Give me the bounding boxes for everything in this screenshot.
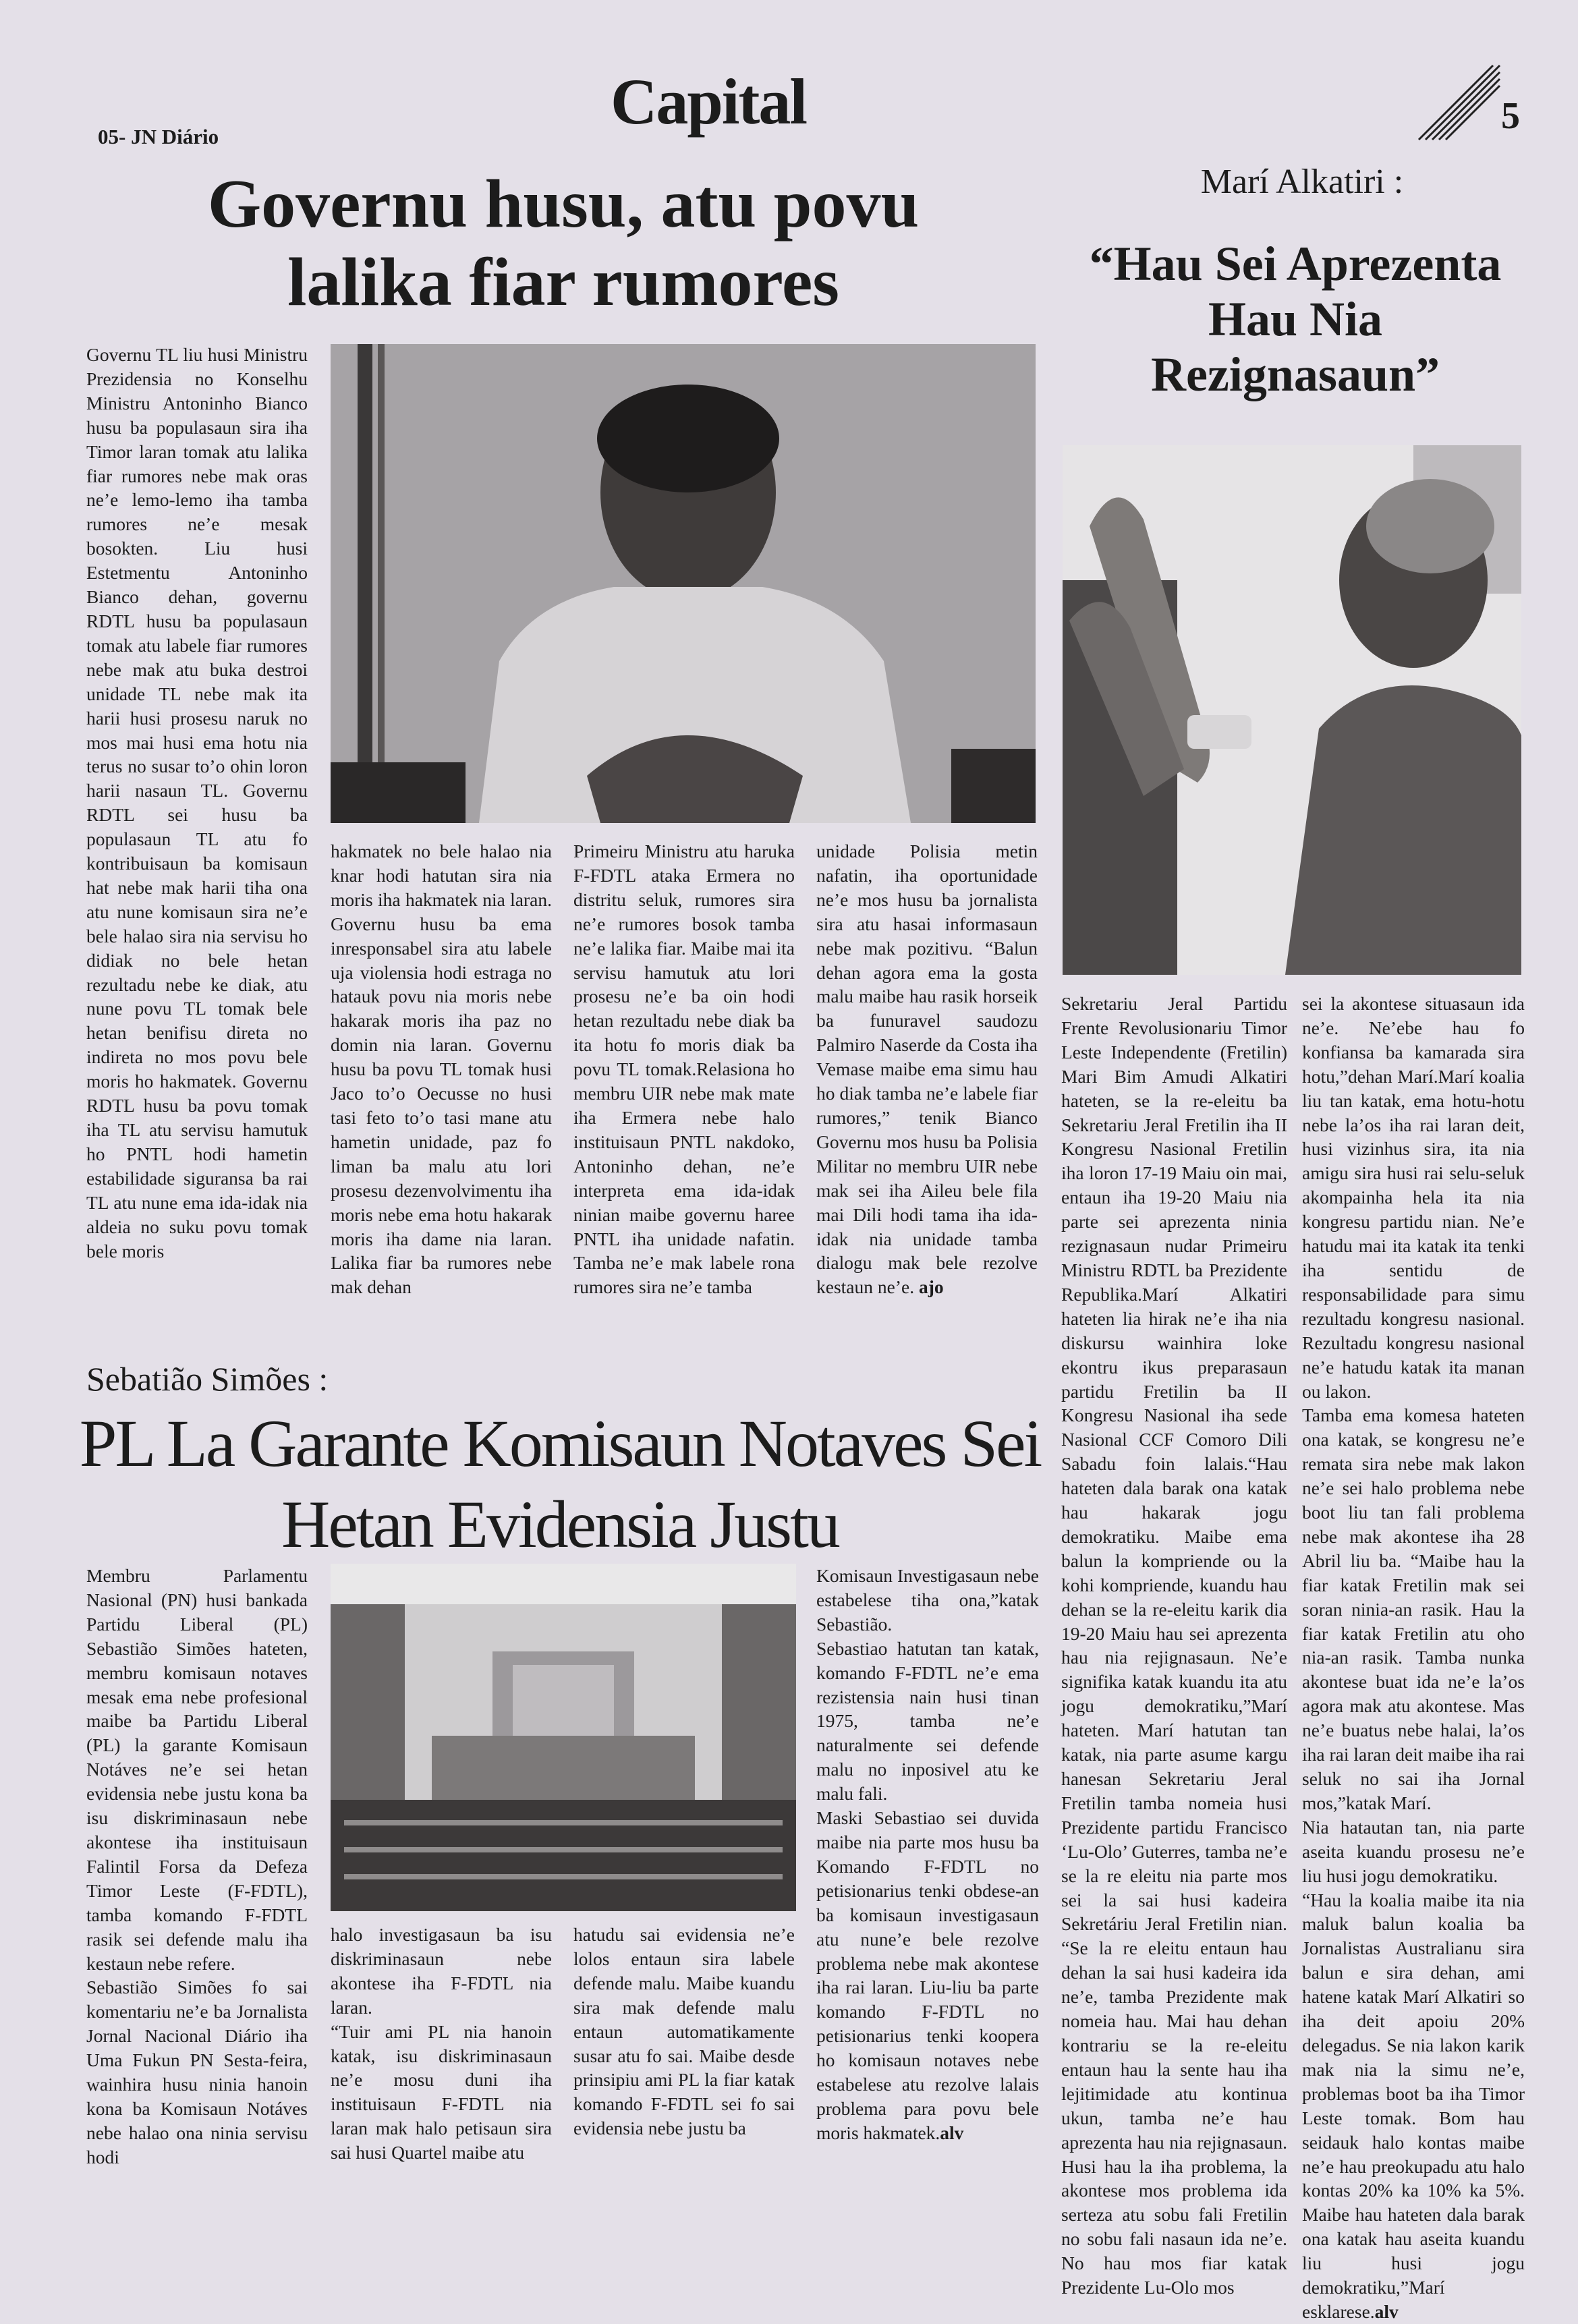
article3-column-3	[573, 1923, 795, 2167]
photo-speaker-gesturing	[1063, 445, 1521, 975]
article3-column-2-text: halo investigasaun ba isu diskriminasaun nebe akontese iha F-FDTL nia laran. “Tuir ami PL nia hanoin katak, isu diskriminasaun ne’e mosu duni iha instituisaun F-FDTL nia laran mak halo petisaun sira sai husi Quartel maibe atu	[331, 1924, 552, 2163]
article3-column-3-text: hatudu sai evidensia ne’e lolos entaun sira labele defende malu. Maibe kuandu sira mak defende malu entaun automatikamente susar atu fo sai. Maibe desde prinsipiu ami PL la fiar katak komando F-FDTL sei fo sai evidensia nebe justu ba	[573, 1924, 795, 2139]
article2-column-2	[1302, 992, 1525, 2322]
article2-column-2-text: sei la akontese situasaun ida ne’e. Ne’ebe hau fo konfiansa ba kamarada sira hotu,”dehan Marí.Marí koalia liu tan katak, ema hotu-hotu nebe la’os iha rai laran deit, husi vizinhus sira, ita nia amigu sira husi rai selu-seluk akompainha hela ita nia kongresu partidu nian. Ne’e hatudu mai ita katak ita tenki iha sentidu de responsabilidade para simu rezultadu kongresu nasional. Rezultadu kongresu nasional ne’e hatudu katak ita manan ou lakon. Tamba ema komesa hateten ona katak, se kongresu ne’e remata sira nebe mak lakon ne’e sei halo problema nebe boot liu tan fali problema nebe mak akontese iha 28 Abril liu ba. “Maibe hau la fiar katak Fretilin mak sei soran ninia-an rasik. Hau la fiar katak Fretilin atu oho nia-an rasik. Tamba nunka akontese buat ida ne’e la’os agora mak atu akontese. Mas ne’e buatus nebe halai, la’os iha rai laran deit maibe iha rai seluk no sai iha Jornal mos,”katak Marí. Nia hatautan tan, nia parte aseita kuandu prosesu ne’e liu husi jogu demokratiku. “Hau la koalia maibe ita nia maluk balun koalia ba Jornalistas Australianu sira balun e sira dehan, ami hatene katak Marí Alkatiri so iha deit apoiu 20% delegadus. Se nia lakon karik mak nia la simu ne’e, problemas boot ba iha Timor Leste tomak. Bom hau seidauk halo kontas maibe ne’e hau preokupadu atu halo kontas 20% ka 10% ka 5%. Maibe hau hateten dala barak ona katak hau aseita kuandu liu husi jogu demokratiku,”Marí esklarese.	[1302, 993, 1525, 2322]
article1-column-2-text: hakmatek no bele halao nia knar hodi hatutan sira nia moris iha hakmatek nia laran. Governu husu ba ema inresponsabel sira atu labele uja violensia hodi estraga no hatauk povu nia moris nebe hakarak moris iha paz no domin nia laran. Governu husu ba povu TL tomak husi Jaco to’o Oecusse no husi tasi feto to’o tasi mane atu hametin unidade, paz fo liman ba malu atu lori prosesu dezenvolvimentu iha moris nebe ema hotu hakarak moris iha dame nia laran. Lalika fiar ba rumores nebe mak dehan	[331, 841, 552, 1298]
article3-signature: alv	[940, 2122, 964, 2143]
folio: 05- JN Diário	[98, 125, 219, 148]
article1-column-1-text: Governu TL liu husi Ministru Prezidensia no Konselhu Ministru Antoninho Bianco husu ba populasaun sira iha Timor laran tomak atu lalika fiar rumores nebe mak oras ne’e lemo-lemo iha tamba rumores ne’e mesak bosokten. Liu husi Estetmentu Antoninho Bianco dehan, governu RDTL husu ba populasaun tomak atu labele fiar rumores nebe mak atu buka destroi unidade TL nebe mak ita harii husi prosesu naruk no mos mai husi ema hotu nia terus no susar to’o ohin loron harii nasaun TL. Governu RDTL sei husu ba populasaun TL atu fo kontribuisaun ba komisaun hat nebe mak harii tiha ona atu nune komisaun sira ne’e bele halao sira nia servisu ho didiak no bele hetan rezultadu nebe ke diak, atu nune povu TL tomak bele hetan benifisu direta no indireta no mos povu bele moris ho hakmatek. Governu RDTL husu ba povu tomak iha TL atu servisu hamutuk ho PNTL hodi hametin estabilidade siguransa ba rai TL atu nune ema ida-idak nia aldeia no suku povu tomak bele moris	[86, 344, 308, 1262]
article1-column-3	[573, 839, 795, 1352]
article3-column-4	[816, 1564, 1039, 2171]
article2-column-1-text: Sekretariu Jeral Partidu Frente Revolusionariu Timor Leste Independente (Fretilin) Mari Bim Amudi Alkatiri hateten, se la re-eleitu ba Sekretariu Jeral Fretilin iha II Kongresu Nasional Fretilin iha loron 17-19 Maiu oin mai, entaun iha 19-20 Maiu nia parte sei aprezenta ninia rezignasaun nudar Primeiru Ministru RDTL ba Prezidente Republika.Marí Alkatiri hateten lia hirak ne’e iha nia diskursu wainhira loke ekontru ikus preparasaun partidu Fretilin ba II Kongresu Nasional iha sede Nasional CCF Comoro Dili Sabadu foin lalais.“Hau hateten dala barak ona katak hau hakarak jogu demokratiku. Maibe ema balun la kompriende ou la kohi kompriende, kuandu hau dehan se la re-eleitu karik dia 19-20 Maiu hau sei aprezenta hau nia rejignasaun. Ne’e signifika katak kuandu ita atu jogu demokratiku,”Marí hateten. Marí hatutan tan katak, nia parte asume kargu hanesan Sekretariu Jeral Fretilin tamba nomeia husi Prezidente partidu Francisco ‘Lu-Olo’ Guterres, tamba ne’e se la re eleitu nia parte mos sei la sai husi kadeira Sekretáriu Jeral Fretilin nian. “Se la re eleitu entaun hau dehan la sai husi kadeira ida ne’e, tamba Prezidente mak nomeia hau. Mai hau dehan kontrariu se la re-eleitu entaun hau la sente hau iha lejitimidade atu kontinua ukun, tamba ne’e hau aprezenta hau nia rejignasaun. Husi hau la iha problema, la akontese mos problema ida serteza atu sobu fali Fretilin no sobu fali nasaun ida ne’e. No hau mos fiar katak Prezidente Lu-Olo mos	[1061, 993, 1287, 2298]
article3-column-1	[86, 1564, 308, 2171]
photo-man-seated	[331, 344, 1036, 823]
photo-parliament-chamber	[331, 1564, 796, 1911]
article3-column-4-text: Komisaun Investigasaun nebe estabelese tiha ona,”katak Sebastião. Sebastiao hatutan tan katak, komando F-FDTL ne’e ema rezistensia nain husi tinan 1975, tamba ne’e naturalmente sei defende malu no inposivel atu ke malu fali. Maski Sebastiao sei duvida maibe nia parte mos husu ba Komando F-FDTL no petisionarius tenki obdese-an ba komisaun investigasaun atu nune’e bele rezolve problema nebe mak akontese iha rai laran. Liu-liu ba parte komando F-FDTL no petisionarius tenki koopera ho komisaun notaves nebe estabelese atu rezolve lalais problema para povu bele moris hakmatek.	[816, 1565, 1039, 2143]
page-number: 5	[1501, 95, 1520, 137]
section-title: Capital	[610, 65, 807, 138]
article1-column-3-text: Primeiru Ministru atu haruka F-FDTL ataka Ermera no distritu seluk, rumores sira ne’e rumores bosok tamba ne’e lalika fiar. Maibe mai ita servisu hamutuk atu lori prosesu ne’e ba oin hodi hetan rezultadu nebe diak ba ita hotu fo moris diak ba povu TL tomak.Relasiona ho membru UIR nebe mak mate iha Ermera nebe halo instituisaun PNTL nakdoko, Antoninho dehan, ne’e interpreta ema ida-idak ninian maibe governu haree PNTL iha unidade nafatin. Tamba ne’e mak labele rona rumores sira ne’e tamba	[573, 841, 795, 1298]
article3-column-1-text: Membru Parlamentu Nasional (PN) husi bankada Partidu Liberal (PL) Sebastião Simões hateten, membru komisaun notaves mesak ema nebe profesional maibe ba Partidu Liberal (PL) la garante Komisaun Notáves ne’e sei hetan evidensia nebe justu kona ba isu diskriminasaun nebe akontese iha instituisaun Falintil Forsa da Defeza Timor Leste (F-FDTL), tamba komando F-FDTL rasik sei defende malu iha kestaun nebe refere. Sebastião Simões fo sai komentariu ne’e ba Jornalista Jornal Nacional Diário iha Uma Fukun PN Sesta-feira, wainhira husu ninia hanoin kona ba Komisaun Notáves nebe halao ona ninia servisu hodi	[86, 1565, 308, 2167]
headline-komisaun-notaves: PL La Garante Komisaun Notaves Sei Hetan Evidensia Justu	[79, 1406, 1041, 1562]
article2-signature: alv	[1374, 2300, 1399, 2322]
kicker-simoes: Sebatião Simões :	[86, 1360, 329, 1398]
article1-column-1	[86, 343, 308, 1348]
article1-signature: ajo	[918, 1276, 944, 1298]
article2-column-1	[1061, 992, 1287, 2298]
slashes-ornament-icon	[1413, 64, 1501, 142]
headline-governu: Governu husu, atu povu lalika fiar rumores	[207, 166, 920, 320]
headline-rezignasaun: “Hau Sei Aprezenta Hau Nia Rezignasaun”	[1089, 237, 1502, 401]
kicker-alkatiri: Marí Alkatiri :	[1200, 163, 1404, 201]
article1-column-4	[816, 839, 1038, 1352]
article1-column-2	[331, 839, 552, 1352]
article1-column-4-text: unidade Polisia metin nafatin, iha oportunidade ne’e mos husu ba jornalista sira atu hasai informasaun nebe mak pozitivu. “Balun dehan agora ema la gosta malu maibe hau rasik horseik ba funuravel saudozu Palmiro Naserde da Costa iha Vemase maibe ema simu hau ho diak tamba ne’e labele fiar rumores,” tenik Bianco Governu mos husu ba Polisia Militar no membru UIR nebe mak sei iha Aileu bele fila mai Dili hodi tama iha ida-idak nia unidade tamba dialogu mak bele rezolve kestaun ne’e.	[816, 841, 1038, 1298]
article3-column-2	[331, 1923, 552, 2167]
